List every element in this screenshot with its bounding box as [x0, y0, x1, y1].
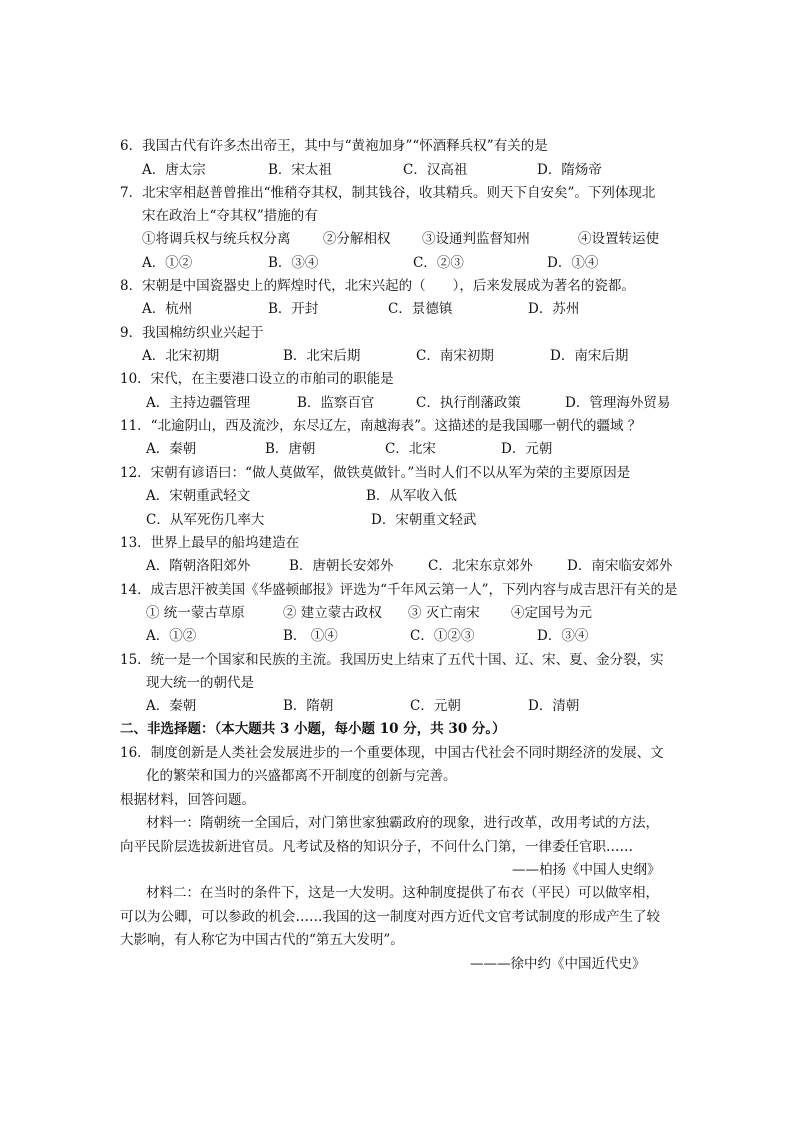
question-16-instruction: 根据材料，回答问题。: [120, 792, 255, 808]
question-16-stem: 16．制度创新是人类社会发展进步的一个重要体现，中国古代社会不同时期经济的发展、文: [120, 745, 664, 761]
question-9-stem: 9．我国棉纺织业兴起于: [120, 325, 264, 341]
item-4: ④定国号为元: [511, 605, 592, 621]
material-2-source: ———徐中约《中国近代史》: [470, 956, 646, 972]
option-b: B．开封: [268, 301, 319, 317]
item-3: ③ 灭亡南宋: [408, 605, 480, 621]
option-d: D．宋朝重文轻武: [371, 512, 477, 528]
material-1-line-2: 向平民阶层选拔新进官员。凡考试及格的知识分子，不问什么门第，一律委任官职……: [120, 839, 633, 855]
option-d: D．清朝: [528, 698, 580, 714]
question-13-stem: 13．世界上最早的船坞建造在: [120, 535, 300, 551]
option-c: C．北宋东京郊外: [428, 558, 533, 574]
option-b: B．监察百官: [297, 395, 375, 411]
option-b: B．宋太祖: [268, 162, 332, 178]
option-b: B． ①④: [283, 628, 338, 644]
item-1: ①将调兵权与统兵权分离: [142, 231, 291, 247]
option-c: C．元朝: [410, 698, 461, 714]
material-2-line-3: 大影响，有人称它为中国古代的“第五大发明”。: [120, 932, 404, 948]
option-b: B．从军收入低: [366, 488, 457, 504]
option-c: C．汉高祖: [403, 162, 468, 178]
option-a: A．唐太宗: [142, 162, 206, 178]
option-d: D．管理海外贸易: [565, 395, 671, 411]
option-c: C．景德镇: [388, 301, 453, 317]
question-14-stem: 14．成吉思汗被美国《华盛顿邮报》评选为“千年风云第一人”，下列内容与成吉思汗有关的是: [120, 582, 678, 598]
option-d: D．③④: [537, 628, 589, 644]
option-a: A．隋朝洛阳郊外: [146, 558, 251, 574]
option-c: C．南宋初期: [416, 348, 494, 364]
question-11-stem: 11．“北逾阴山，西及流沙，东尽辽左，南越海表”。这描述的是我国哪一朝代的疆域 ？: [120, 418, 642, 434]
option-d: D．南宋临安郊外: [567, 558, 673, 574]
option-a: A．主持边疆管理: [146, 395, 251, 411]
material-2-line-2: 可以为公卿，可以参政的机会……我国的这一制度对西方近代文官考试制度的形成产生了较: [120, 909, 660, 925]
option-a: A．①②: [142, 255, 193, 271]
option-c: C．北宋: [385, 441, 436, 457]
option-a: A．①②: [146, 628, 197, 644]
option-c: C．①②③: [410, 628, 475, 644]
item-2: ② 建立蒙古政权: [283, 605, 382, 621]
option-a: A．秦朝: [146, 698, 197, 714]
question-16-stem-cont: 化的繁荣和国力的兴盛都离不开制度的创新与完善。: [146, 768, 457, 784]
section-2-heading: 二、非选择题：（本大题共 3 小题，每小题 10 分，共 30 分。）: [120, 721, 506, 737]
option-b: B．唐朝: [265, 441, 316, 457]
question-7-stem-cont: 宋在政治上“夺其权”措施的有: [142, 208, 318, 224]
question-6-stem: 6．我国古代有许多杰出帝王，其中与“黄袍加身”“怀酒释兵权”有关的是: [120, 138, 548, 154]
question-10-stem: 10．宋代，在主要港口设立的市舶司的职能是: [120, 371, 394, 387]
question-12-stem: 12．宋朝有谚语曰：“做人莫做军，做铁莫做针。”当时人们不以从军为荣的主要原因是: [120, 465, 631, 481]
item-1: ① 统一蒙古草原: [146, 605, 245, 621]
option-a: A．秦朝: [146, 441, 197, 457]
material-1-source: ——柏扬《中国人史纲》: [512, 862, 661, 878]
option-c: C．②③: [413, 255, 464, 271]
question-15-stem: 15．统一是一个国家和民族的主流。我国历史上结束了五代十国、辽、宋、夏、金分裂，实: [120, 652, 664, 668]
option-b: B．北宋后期: [283, 348, 361, 364]
option-b: B．唐朝长安郊外: [289, 558, 394, 574]
question-15-stem-cont: 现大统一的朝代是: [146, 675, 254, 691]
option-d: D．苏州: [528, 301, 580, 317]
option-c: C．从军死伤几率大: [146, 512, 265, 528]
item-2: ②分解相权: [323, 231, 391, 247]
item-3: ③设通判监督知州: [422, 231, 530, 247]
option-d: D．元朝: [501, 441, 553, 457]
option-b: B．③④: [268, 255, 319, 271]
option-d: D．隋炀帝: [537, 162, 602, 178]
material-1-line-1: 材料一：隋朝统一全国后，对门第世家独霸政府的现象，进行改革，改用考试的方法，: [146, 815, 659, 831]
option-b: B．隋朝: [283, 698, 334, 714]
option-a: A．杭州: [142, 301, 193, 317]
question-7-stem: 7．北宋宰相赵普曾推出“惟稍夺其权，制其钱谷，收其精兵。则天下自安矣”。下列体现北: [120, 185, 656, 201]
material-2-line-1: 材料二：在当时的条件下，这是一大发明。这种制度提供了布衣（平民）可以做宰相，: [146, 885, 659, 901]
option-a: A．北宋初期: [142, 348, 220, 364]
question-8-stem: 8．宋朝是中国瓷器史上的辉煌时代，北宋兴起的（ ），后来发展成为著名的瓷都。: [120, 278, 635, 294]
option-d: D．①④: [547, 255, 599, 271]
item-4: ④设置转运使: [578, 231, 659, 247]
option-c: C．执行削藩政策: [416, 395, 521, 411]
option-a: A．宋朝重武轻文: [146, 488, 251, 504]
option-d: D．南宋后期: [550, 348, 629, 364]
